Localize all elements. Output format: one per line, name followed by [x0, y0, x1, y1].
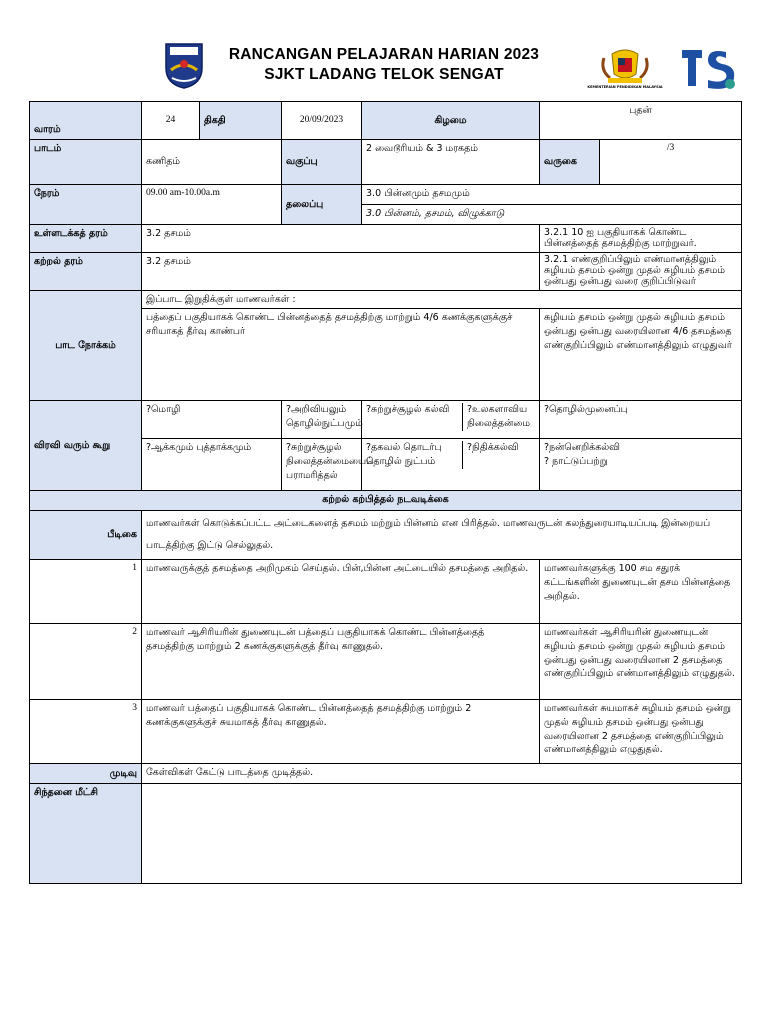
crosscurricular-label: விரவி வரும் கூறு [30, 401, 142, 491]
row-crosscurricular-1 [30, 401, 742, 439]
closing-label: முடிவு [30, 764, 142, 784]
attendance-label: வருகை [540, 140, 600, 185]
date-label: திகதி [200, 102, 282, 140]
row-objective-intro [30, 290, 742, 309]
topic-line-1: 3.0 பின்னமும் தசமமும் [362, 185, 742, 205]
topic-line-2: 3.0 பின்னம், தசமம், விழுக்காடு [362, 205, 742, 225]
content-standard-left: 3.2 தசமம் [142, 225, 540, 253]
school-crest-logo [163, 40, 205, 90]
step-right-text: மாணவர்கள் ஆசிரியரின் துணையுடன் சுழியம் தசமம் ஒன்று முதல் சுழியம் தசமம் ஒன்பது ஒன்பது வரையிலான 2 தசமத்தை எண்குறிப்பிலும் எண்மானத்திலும் எழுதுதல். [540, 624, 742, 700]
cc-item-10: ?நன்னெறிக்கல்வி [544, 442, 620, 454]
page-header [0, 0, 768, 100]
learning-standard-label: கற்றல் தரம் [30, 252, 142, 290]
activity-step-row [30, 700, 742, 764]
step-right-text: மாணவர்களுக்கு 100 சம சதுரக் கட்டங்களின் துணையுடன் தசம பின்னத்தை அறிதல். [540, 560, 742, 624]
step-number: 3 [30, 700, 142, 764]
cc-item-5: ?தொழில்முனைப்பு [540, 401, 742, 439]
cc-item-3-text: ?சுற்றுச்சூழல் கல்வி [366, 404, 450, 416]
row-reflection [30, 784, 742, 884]
reflection-label: சிந்தனை மீட்சி [30, 784, 142, 884]
cc-item-8-text: ?தகவல் தொடர்பு தொழில் நுட்பம் [366, 442, 442, 468]
date-value: 20/09/2023 [282, 102, 362, 140]
cc-item-4: ?உலகளாவிய நிலைத்தன்மை [462, 403, 535, 431]
attendance-value: /3 [600, 140, 742, 185]
step-left-text: மாணவர் ஆசிரியரின் துணையுடன் பத்தைப் பகுதியாகக் கொண்ட பின்னத்தைத் தசமத்திற்கு மாற்றும் 2 கணக்குகளுக்குத் தீர்வு காணுதல். [142, 624, 540, 700]
class-label: வகுப்பு [282, 140, 362, 185]
activity-step-row [30, 624, 742, 700]
activities-section-title: கற்றல் கற்பித்தல் நடவடிக்கை [30, 491, 742, 511]
cc-item-2: ?அறிவியலும் தொழில்நுட்பமும் [282, 401, 362, 439]
row-content-standard [30, 225, 742, 253]
cc-item-7: ?சுற்றுச்சூழல் நிலைத்தன்மையைப் பராமரித்தல் [282, 439, 362, 491]
step-left-text: மாணவருக்குத் தசமத்தை அறிமுகம் செய்தல். பின்,பின்ன அட்டையில் தசமத்தை அறிதல். [142, 560, 540, 624]
row-activities-header [30, 491, 742, 511]
day-value: புதன் [540, 102, 742, 140]
class-value: 2 வைடூரியம் & 3 மரகதம் [362, 140, 540, 185]
activity-step-row [30, 560, 742, 624]
time-label: நேரம் [30, 185, 142, 225]
week-value: 24 [142, 102, 200, 140]
objective-left: பத்தைப் பகுதியாகக் கொண்ட பின்னத்தைத் தசமத்திற்கு மாற்றும் 4/6 கணக்குகளுக்குச் சரியாகத் தீர்வு காண்பர் [142, 309, 540, 401]
row-closing [30, 764, 742, 784]
induction-text: மாணவர்கள் கொடுக்கப்பட்ட அட்டைகளைத் தசமம் மற்றும் பின்னம் என பிரித்தல். மாணவருடன் கலந்துரையாடியப்படி இன்றையப் பாடத்திற்கு இட்டு செல்லுதல். [142, 511, 742, 560]
cc-item-8 [362, 439, 540, 491]
time-value: 09.00 am-10.00a.m [142, 185, 282, 225]
cc-item-9: ?நிதிக்கல்வி [462, 441, 535, 469]
cc-item-1: ?மொழி [142, 401, 282, 439]
subject-label: பாடம் [30, 140, 142, 185]
step-number: 2 [30, 624, 142, 700]
step-right-text: மாணவர்கள் சுயமாகச் சுழியம் தசமம் ஒன்று முதல் சுழியம் தசமம் ஒன்பது ஒன்பது வரையிலான 2 தசமத்தை எண்குறிப்பிலும் எண்மானத்திலும் எழுதுதல். [540, 700, 742, 764]
week-label: வாரம் [30, 102, 142, 140]
reflection-value [142, 784, 742, 884]
cc-item-10-cell [540, 439, 742, 491]
content-standard-right: 3.2.1 10 ஐ பகுதியாகக் கொண்ட பின்னத்தைத் தசமத்திற்கு மாற்றுவர். [540, 225, 742, 253]
content-standard-label: உள்ளடக்கத் தரம் [30, 225, 142, 253]
cc-item-11: ? நாட்டுப்பற்று [544, 456, 608, 468]
row-time [30, 185, 742, 205]
row-subject [30, 140, 742, 185]
school-name: SJKT LADANG TELOK SENGAT [264, 66, 504, 83]
ministry-caption: KEMENTERIAN PENDIDIKAN MALAYSIA [587, 85, 663, 89]
lesson-plan-table [29, 101, 742, 884]
objective-intro: இப்பாட இறுதிக்குள் மாணவர்கள் : [142, 290, 742, 309]
school-ts-logo [676, 42, 738, 94]
step-number: 1 [30, 560, 142, 624]
closing-text: கேள்விகள் கேட்டு பாடத்தை முடித்தல். [142, 764, 742, 784]
subject-value: கணிதம் [142, 140, 282, 185]
row-learning-standard [30, 252, 742, 290]
row-induction [30, 511, 742, 560]
row-week [30, 102, 742, 140]
induction-label: பீடிகை [30, 511, 142, 560]
topic-label: தலைப்பு [282, 185, 362, 225]
cc-item-6: ?ஆக்கமும் புத்தாக்கமும் [142, 439, 282, 491]
step-left-text: மாணவர் பத்தைப் பகுதியாகக் கொண்ட பின்னத்தைத் தசமத்திற்கு மாற்றும் 2 கணக்குகளுக்குச் சுயமாகத் தீர்வு காணுதல். [142, 700, 540, 764]
day-label: கிழமை [362, 102, 540, 140]
learning-standard-right: 3.2.1 எண்குறிப்பிலும் எண்மானத்திலும் சுழியம் தசமம் ஒன்று முதல் சுழியம் தசமம் ஒன்பது ஒன்பது வரை குறிப்பிடுவர் [540, 252, 742, 290]
document-title: RANCANGAN PELAJARAN HARIAN 2023 [228, 46, 540, 63]
objective-label: பாட நோக்கம் [30, 290, 142, 401]
cc-item-3 [362, 401, 540, 439]
learning-standard-left: 3.2 தசமம் [142, 252, 540, 290]
objective-right: சுழியம் தசமம் ஒன்று முதல் சுழியம் தசமம் ஒன்பது ஒன்பது வரையிலான 4/6 தசமத்தை எண்குறிப்பிலும் எண்மானத்திலும் எழுதுவர் [540, 309, 742, 401]
